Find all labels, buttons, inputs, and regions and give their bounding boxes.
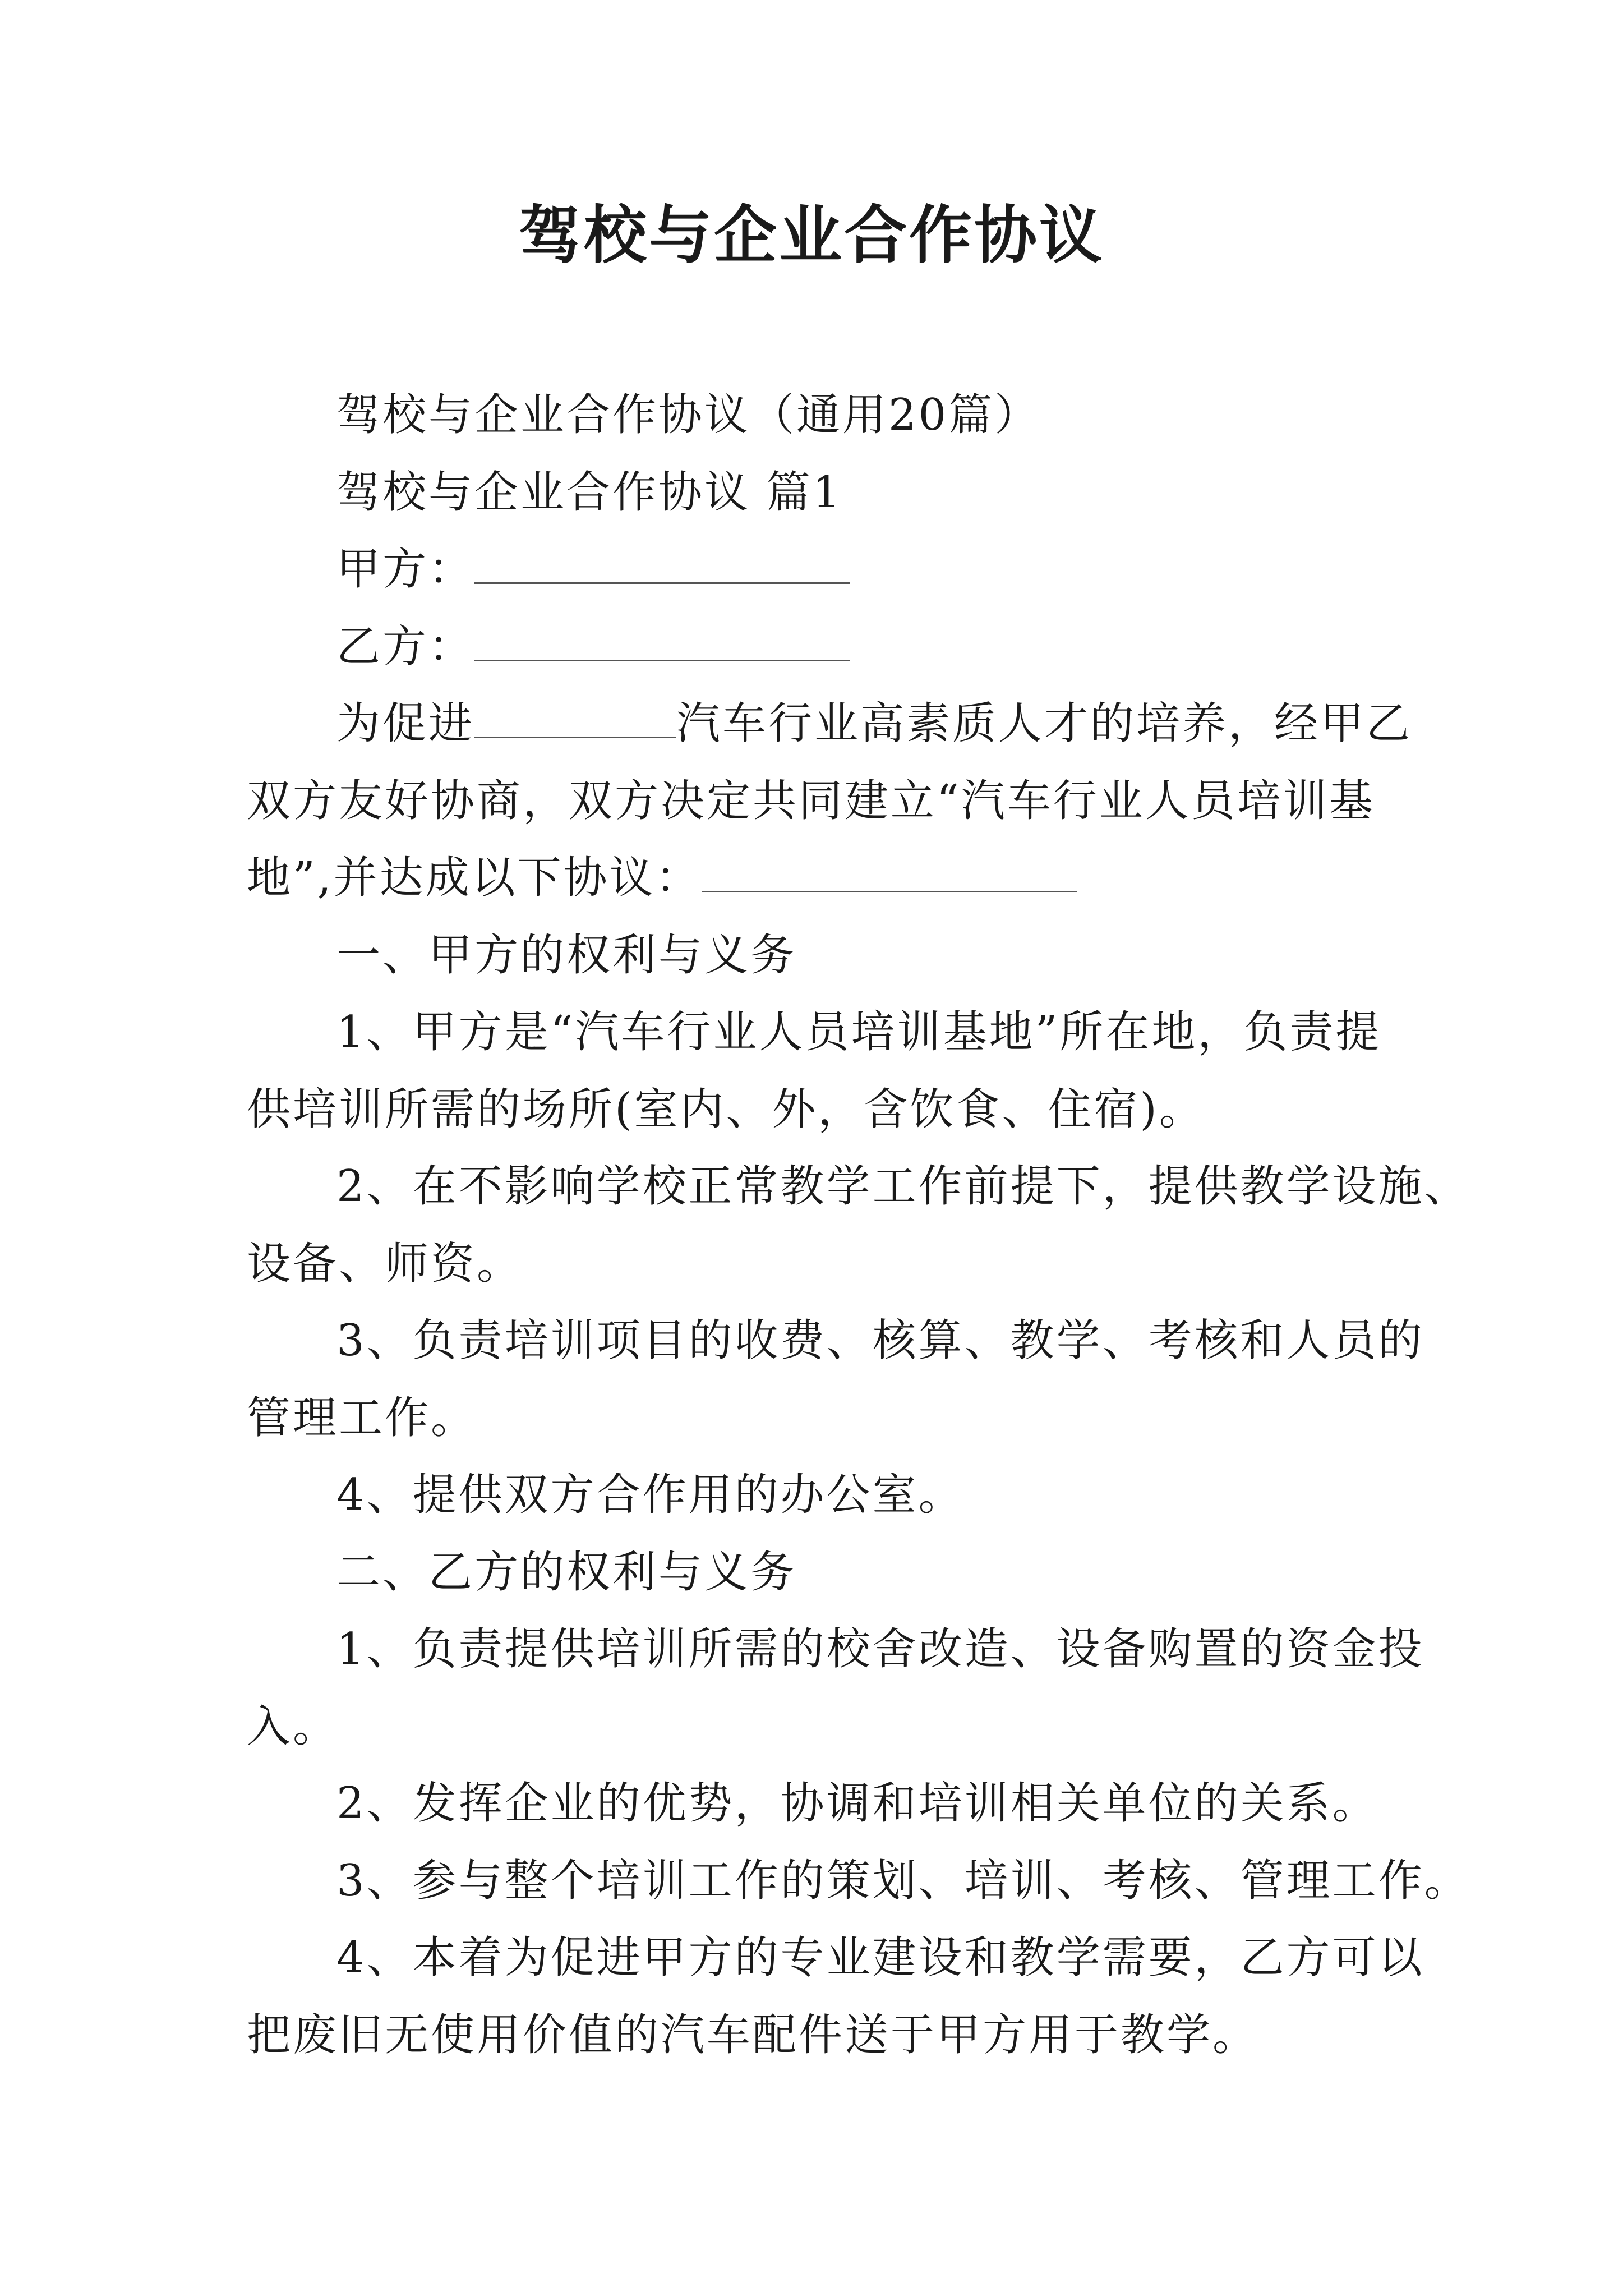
part-one-heading: 一、甲方的权利与义务 — [336, 930, 797, 981]
part-one-item-1-line-2: 供培训所需的场所(室内、外，含饮食、住宿)。 — [247, 1084, 1205, 1135]
part-one-item-1-line-1: 1、甲方是“汽车行业人员培训基地”所在地，负责提 — [336, 1007, 1382, 1057]
part-one-item-3-line-2: 管理工作。 — [247, 1393, 477, 1443]
part-two-item-4-line-1: 4、本着为促进甲方的专业建设和教学需要，乙方可以 — [336, 1932, 1424, 1983]
part-two-item-2: 2、发挥企业的优势，协调和培训相关单位的关系。 — [336, 1778, 1378, 1829]
document-subtitle: 驾校与企业合作协议（通用20篇） — [336, 390, 1041, 440]
part-two-item-3: 3、参与整个培训工作的策划、培训、考核、管理工作。 — [336, 1856, 1470, 1906]
intro-blank — [474, 697, 676, 738]
agreement-blank — [702, 852, 1077, 892]
intro-line-1 — [336, 696, 1412, 752]
party-b-blank — [474, 620, 850, 661]
party-a-blank — [474, 543, 850, 584]
part-one-item-3-line-1: 3、负责培训项目的收费、核算、教学、考核和人员的 — [336, 1315, 1424, 1366]
intro-line-3 — [247, 850, 1077, 906]
party-b-label: 乙方： — [336, 622, 475, 672]
party-a-label: 甲方： — [336, 544, 475, 595]
part-two-item-1-line-2: 入。 — [247, 1701, 339, 1752]
intro-line-2: 双方友好协商，双方决定共同建立“汽车行业人员培训基 — [247, 776, 1375, 826]
party-a-line — [336, 541, 850, 597]
part-one-item-2-line-2: 设备、师资。 — [247, 1239, 523, 1289]
part-two-heading: 二、乙方的权利与义务 — [336, 1547, 797, 1598]
intro-line-3-text: 地”,并达成以下协议： — [247, 853, 702, 903]
part-one-item-4: 4、提供双方合作用的办公室。 — [336, 1470, 965, 1520]
section-heading: 驾校与企业合作协议 篇1 — [336, 467, 843, 518]
document-title: 驾校与企业合作协议 — [519, 199, 1104, 272]
part-two-item-1-line-1: 1、负责提供培训所需的校舍改造、设备购置的资金投 — [336, 1624, 1424, 1674]
intro-prefix: 为促进 — [336, 698, 475, 749]
part-two-item-4-line-2: 把废旧无使用价值的汽车配件送于甲方用于教学。 — [247, 2010, 1259, 2060]
part-one-item-2-line-1: 2、在不影响学校正常教学工作前提下，提供教学设施、 — [336, 1161, 1470, 1212]
intro-suffix: 汽车行业高素质人才的培养，经甲乙 — [676, 698, 1413, 749]
party-b-line — [336, 619, 850, 675]
